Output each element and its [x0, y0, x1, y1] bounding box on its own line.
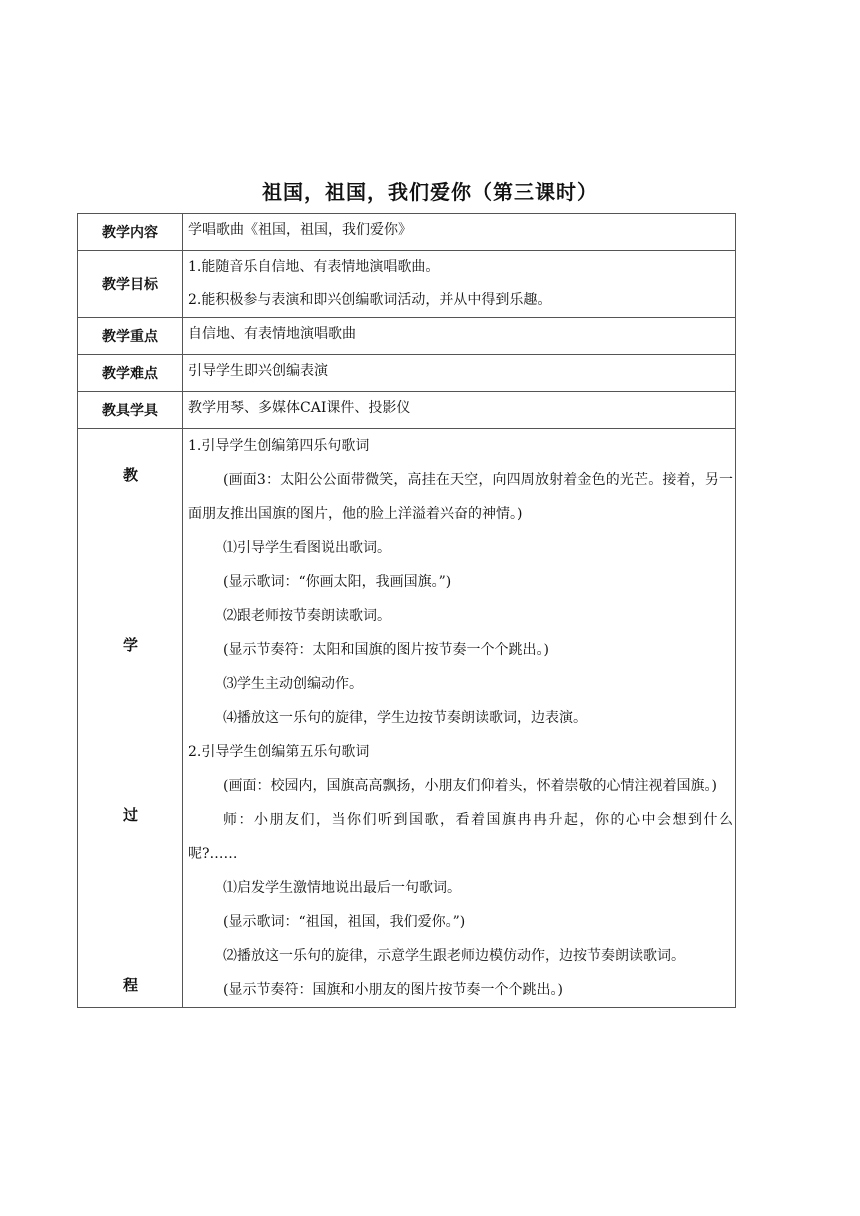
- process-item: 师：小朋友们，当你们听到国歌，看着国旗冉冉升起，你的心中会想到什么呢?……: [188, 812, 733, 862]
- value-difficulties: [183, 355, 736, 392]
- process-item: 1.引导学生创编第四乐句歌词: [188, 438, 370, 454]
- row-teaching-tools: [78, 392, 736, 429]
- label-difficulties: 教学难点: [78, 355, 183, 392]
- process-item: 2.引导学生创编第五乐句歌词: [188, 744, 370, 760]
- process-item: (显示节奏符：太阳和国旗的图片按节奏一个个跳出。): [223, 642, 549, 658]
- process-label-char-3: 过: [122, 806, 138, 824]
- process-item: ⑷播放这一乐句的旋律，学生边按节奏朗读歌词，边表演。: [223, 710, 587, 726]
- lesson-plan-table: [77, 213, 736, 1008]
- process-item: (画面3：太阳公公面带微笑，高挂在天空，向四周放射着金色的光芒。接着，另一面朋友推出国旗的图片，他的脸上洋溢着兴奋的神情。): [188, 472, 733, 522]
- row-teaching-goals: [78, 251, 736, 318]
- value-teaching-process: [183, 429, 736, 1008]
- process-item: ⑵播放这一乐句的旋律，示意学生跟老师边模仿动作，边按节奏朗读歌词。: [223, 948, 685, 964]
- process-item: ⑶学生主动创编动作。: [223, 676, 363, 692]
- tools-text: 教学用琴、多媒体CAI课件、投影仪: [188, 400, 411, 416]
- process-item: ⑴引导学生看图说出歌词。: [223, 540, 391, 556]
- value-key-points: [183, 318, 736, 355]
- key-points-text: 自信地、有表情地演唱歌曲: [188, 326, 356, 342]
- row-difficulties: [78, 355, 736, 392]
- row-key-points: [78, 318, 736, 355]
- row-teaching-content: [78, 214, 736, 251]
- process-label-char-1: 教: [122, 466, 138, 484]
- process-label-char-2: 学: [122, 636, 138, 654]
- process-item: ⑵跟老师按节奏朗读歌词。: [223, 608, 391, 624]
- process-item: (显示歌词：“你画太阳，我画国旗。”): [223, 574, 452, 590]
- process-item: ⑴启发学生激情地说出最后一句歌词。: [223, 880, 461, 896]
- process-item: (显示歌词：“祖国，祖国，我们爱你。”): [223, 914, 466, 930]
- difficulties-text: 引导学生即兴创编表演: [188, 363, 328, 379]
- label-teaching-process: [78, 429, 183, 1008]
- teaching-content-text: 学唱歌曲《祖国，祖国，我们爱你》: [188, 222, 412, 238]
- label-teaching-content: 教学内容: [78, 214, 183, 251]
- document-title: 祖国，祖国，我们爱你（第三课时）: [262, 180, 598, 204]
- value-teaching-tools: [183, 392, 736, 429]
- label-teaching-tools: 教具学具: [78, 392, 183, 429]
- label-key-points: 教学重点: [78, 318, 183, 355]
- process-item: (画面：校园内，国旗高高飘扬，小朋友们仰着头，怀着崇敬的心情注视着国旗。): [223, 778, 717, 794]
- label-teaching-goals: 教学目标: [78, 251, 183, 318]
- goal-line-1: 1.能随音乐自信地、有表情地演唱歌曲。: [188, 259, 440, 275]
- row-teaching-process: [78, 429, 736, 1008]
- goal-line-2: 2.能积极参与表演和即兴创编歌词活动，并从中得到乐趣。: [188, 292, 552, 308]
- value-teaching-goals: [183, 251, 736, 318]
- process-label-char-4: 程: [122, 976, 138, 994]
- value-teaching-content: [183, 214, 736, 251]
- process-item: (显示节奏符：国旗和小朋友的图片按节奏一个个跳出。): [223, 982, 563, 998]
